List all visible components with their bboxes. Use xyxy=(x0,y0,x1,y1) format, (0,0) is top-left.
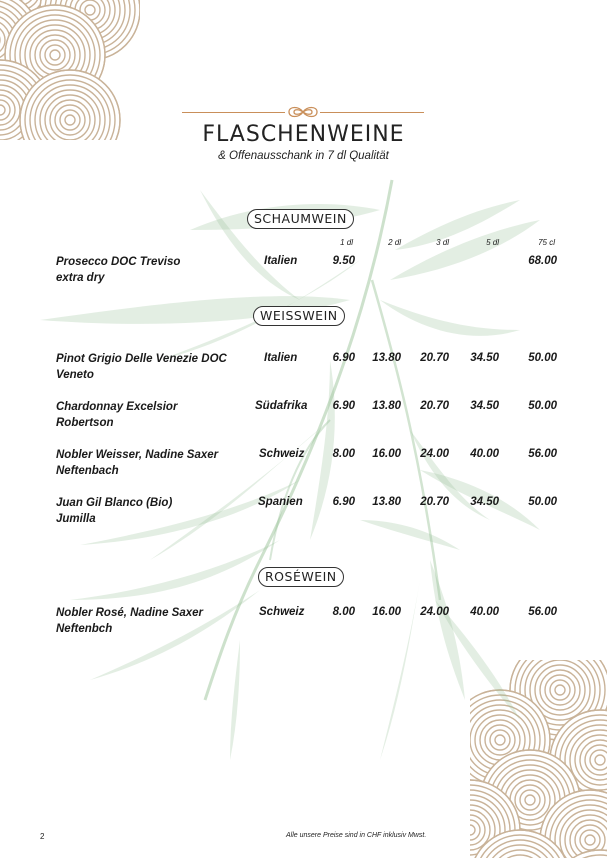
wine-price: 8.00 xyxy=(332,448,355,460)
wine-name xyxy=(56,351,256,383)
wine-name xyxy=(56,254,256,286)
wine-price: 24.00 xyxy=(420,448,449,460)
wine-price: 56.00 xyxy=(528,448,557,460)
column-header-5dl: 5 dl xyxy=(486,238,499,247)
wine-price: 13.80 xyxy=(372,352,401,364)
wine-name-line2: Jumilla xyxy=(56,513,96,525)
section-title-schaumwein: SCHAUMWEIN xyxy=(247,209,354,229)
section-title-weisswein: WEISSWEIN xyxy=(253,306,345,326)
wine-name-line2: Robertson xyxy=(56,417,114,429)
wine-price: 40.00 xyxy=(470,448,499,460)
wine-price: 13.80 xyxy=(372,400,401,412)
wine-country: Italien xyxy=(264,255,298,267)
wine-price: 56.00 xyxy=(528,606,557,618)
wine-price: 20.70 xyxy=(420,400,449,412)
header-rule-left xyxy=(182,112,285,113)
wine-price: 8.00 xyxy=(332,606,355,618)
column-header-3dl: 3 dl xyxy=(436,238,449,247)
wine-name-line2: Neftenbch xyxy=(56,623,113,635)
wine-name-line2: extra dry xyxy=(56,272,105,284)
wine-price: 34.50 xyxy=(470,352,499,364)
wine-price: 50.00 xyxy=(528,400,557,412)
wine-price: 6.90 xyxy=(332,496,355,508)
wine-name-line2: Veneto xyxy=(56,369,94,381)
wine-price: 50.00 xyxy=(528,352,557,364)
wine-name-line1: Pinot Grigio Delle Venezie DOC xyxy=(56,353,227,365)
wine-country: Schweiz xyxy=(259,448,305,460)
wine-price: 6.90 xyxy=(332,352,355,364)
wine-name xyxy=(56,399,256,431)
wine-country: Italien xyxy=(264,352,298,364)
column-header-2dl: 2 dl xyxy=(388,238,401,247)
wine-country: Spanien xyxy=(258,496,303,508)
price-note: Alle unsere Preise sind in CHF inklusiv Mwst. xyxy=(286,832,427,839)
wine-name-line1: Nobler Weisser, Nadine Saxer xyxy=(56,449,219,461)
wine-price: 20.70 xyxy=(420,496,449,508)
wine-name xyxy=(56,447,256,479)
wine-price: 34.50 xyxy=(470,496,499,508)
wine-name-line1: Prosecco DOC Treviso xyxy=(56,256,181,268)
page-number: 2 xyxy=(40,832,45,841)
wine-price: 40.00 xyxy=(470,606,499,618)
page-subtitle: & Offenausschank in 7 dl Qualität xyxy=(218,150,389,162)
wine-country: Schweiz xyxy=(259,606,305,618)
wine-price: 24.00 xyxy=(420,606,449,618)
wine-price: 34.50 xyxy=(470,400,499,412)
wine-name xyxy=(56,605,256,637)
wine-price: 9.50 xyxy=(332,255,355,267)
page-title: FLASCHENWEINE xyxy=(202,122,405,147)
wine-price: 20.70 xyxy=(420,352,449,364)
wine-name-line1: Chardonnay Excelsior xyxy=(56,401,178,413)
wine-country: Südafrika xyxy=(255,400,308,412)
column-header-1dl: 1 dl xyxy=(340,238,353,247)
wine-price: 68.00 xyxy=(528,255,557,267)
wine-name-line2: Neftenbach xyxy=(56,465,119,477)
wine-price: 6.90 xyxy=(332,400,355,412)
header-rule-right xyxy=(320,112,424,113)
wine-price: 13.80 xyxy=(372,496,401,508)
wine-name-line1: Nobler Rosé, Nadine Saxer xyxy=(56,607,203,619)
wine-price: 16.00 xyxy=(372,448,401,460)
wine-price: 16.00 xyxy=(372,606,401,618)
wine-name-line1: Juan Gil Blanco (Bio) xyxy=(56,497,173,509)
section-title-rosewein: ROSÉWEIN xyxy=(258,567,344,587)
wine-name xyxy=(56,495,256,527)
wine-price: 50.00 xyxy=(528,496,557,508)
column-header-75cl: 75 cl xyxy=(538,238,555,247)
knot-ornament-icon xyxy=(285,103,321,121)
